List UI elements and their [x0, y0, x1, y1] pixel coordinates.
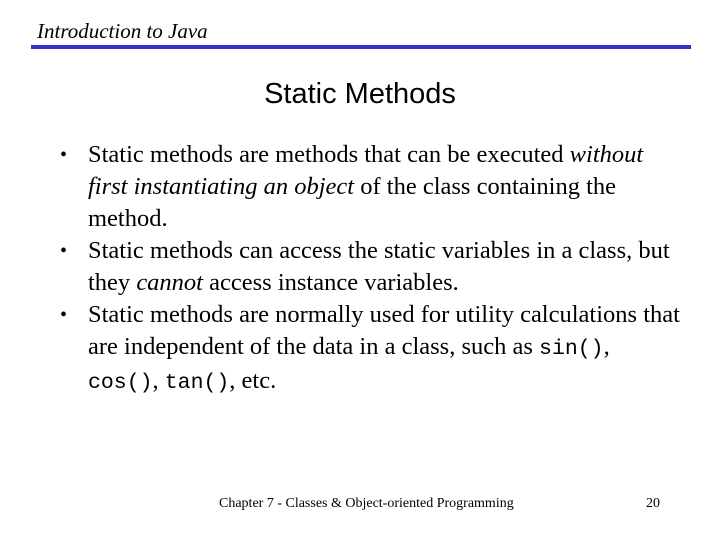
bullet-text-separator: ,	[152, 367, 165, 394]
bullet-dot-icon: •	[60, 144, 68, 166]
header-divider	[31, 45, 691, 49]
bullet-item	[60, 299, 680, 399]
bullet-text	[88, 141, 643, 232]
bullet-text	[88, 301, 680, 394]
course-header: Introduction to Java	[37, 19, 208, 43]
slide-title: Static Methods	[264, 78, 456, 110]
code-sin: sin()	[539, 337, 604, 361]
bullet-dot-icon: •	[60, 304, 68, 326]
bullet-dot-icon: •	[60, 240, 68, 262]
bullet-text-plain: access instance variables.	[203, 269, 459, 296]
bullet-text-plain: Static methods are methods that can be executed	[88, 141, 570, 168]
bullet-text-separator: ,	[603, 333, 610, 360]
bullet-text-plain: Static methods can access the static variables in a class, but they	[88, 237, 670, 296]
bullet-text-plain: of the class containing the method.	[88, 173, 617, 232]
bullet-item	[60, 235, 680, 299]
bullet-text	[88, 237, 670, 296]
bullet-list	[60, 139, 680, 399]
footer-chapter: Chapter 7 - Classes & Object-oriented Programming	[219, 496, 514, 511]
page-number: 20	[646, 496, 660, 511]
code-cos: cos()	[88, 371, 153, 395]
bullet-text-emphasis: without first instantiating an object	[88, 141, 644, 200]
code-tan: tan()	[164, 371, 230, 395]
bullet-text-plain: Static methods are normally used for utility calculations that are independent of the data in a class, such as	[88, 301, 680, 360]
bullet-text-emphasis: cannot	[136, 269, 203, 296]
bullet-item	[60, 139, 680, 235]
bullet-text-plain: , etc.	[229, 367, 277, 394]
